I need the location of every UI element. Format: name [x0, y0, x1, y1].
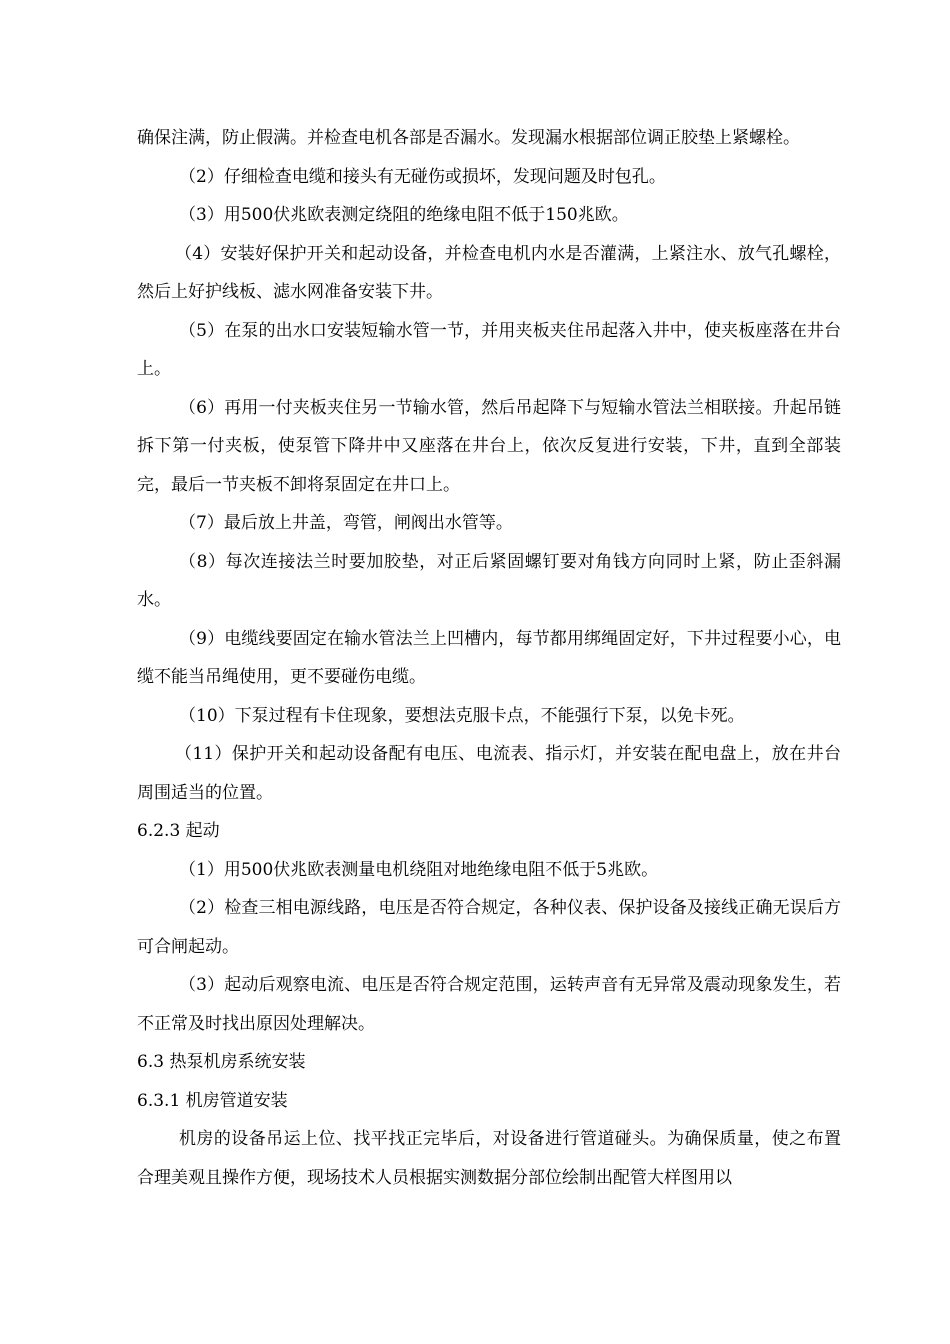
paragraph-start-2: （2）检查三相电源线路，电压是否符合规定，各种仪表、保护设备及接线正确无误后方可合闸起动。 — [137, 898, 841, 957]
paragraph-start-3: （3）起动后观察电流、电压是否符合规定范围，运转声音有无异常及震动现象发生，若不正常及时找出原因处理解决。 — [137, 975, 841, 1034]
section-heading-6-3-1: 6.3.1 机房管道安装 — [137, 1090, 288, 1111]
paragraph-item-8: （8）每次连接法兰时要加胶垫，对正后紧固螺钉要对角钱方向同时上紧，防止歪斜漏水。 — [137, 551, 841, 610]
paragraph-item-10: （10）下泵过程有卡住现象，要想法克服卡点，不能强行下泵，以免卡死。 — [179, 705, 745, 726]
section-heading-6-3: 6.3 热泵机房系统安装 — [137, 1052, 306, 1072]
paragraph-item-5: （5）在泵的出水口安装短输水管一节，并用夹板夹住吊起落入井中，使夹板座落在井台上。 — [137, 320, 841, 379]
section-heading-6-2-3: 6.2.3 起动 — [137, 821, 220, 841]
paragraph-item-6: （6）再用一付夹板夹住另一节输水管，然后吊起降下与短输水管法兰相联接。升起吊链拆下第一付夹板，使泵管下降井中又座落在井台上，依次反复进行安装，下井，直到全部装完，最后一节夹板不卸将泵固定在井口上。 — [137, 397, 841, 495]
paragraph-continuation: 确保注满，防止假满。并检查电机各部是否漏水。发现漏水根据部位调正胶垫上紧螺栓。 — [137, 128, 800, 148]
paragraph-item-2: （2）仔细检查电缆和接头有无碰伤或损坏，发现问题及时包孔。 — [179, 166, 666, 187]
document-body — [137, 119, 841, 1197]
paragraph-item-3: （3）用500伏兆欧表测定绕阻的绝缘电阻不低于150兆欧。 — [179, 205, 629, 225]
paragraph-item-11: （11）保护开关和起动设备配有电压、电流表、指示灯，并安装在配电盘上，放在井台周围适当的位置。 — [137, 744, 841, 803]
paragraph-start-1: （1）用500伏兆欧表测量电机绕阻对地绝缘电阻不低于5兆欧。 — [179, 859, 659, 880]
paragraph-item-4: （4）安装好保护开关和起动设备，并检查电机内水是否灌满，上紧注水、放气孔螺栓，然后上好护线板、滤水网准备安装下井。 — [137, 243, 841, 302]
paragraph-item-7: （7）最后放上井盖，弯管，闸阀出水管等。 — [179, 513, 513, 533]
paragraph-item-9: （9）电缆线要固定在输水管法兰上凹槽内，每节都用绑绳固定好，下井过程要小心，电缆不能当吊绳使用，更不要碰伤电缆。 — [137, 628, 841, 687]
paragraph-room-pipes: 机房的设备吊运上位、找平找正完毕后，对设备进行管道碰头。为确保质量，使之布置合理美观且操作方便，现场技术人员根据实测数据分部位绘制出配管大样图用以 — [137, 1129, 841, 1188]
